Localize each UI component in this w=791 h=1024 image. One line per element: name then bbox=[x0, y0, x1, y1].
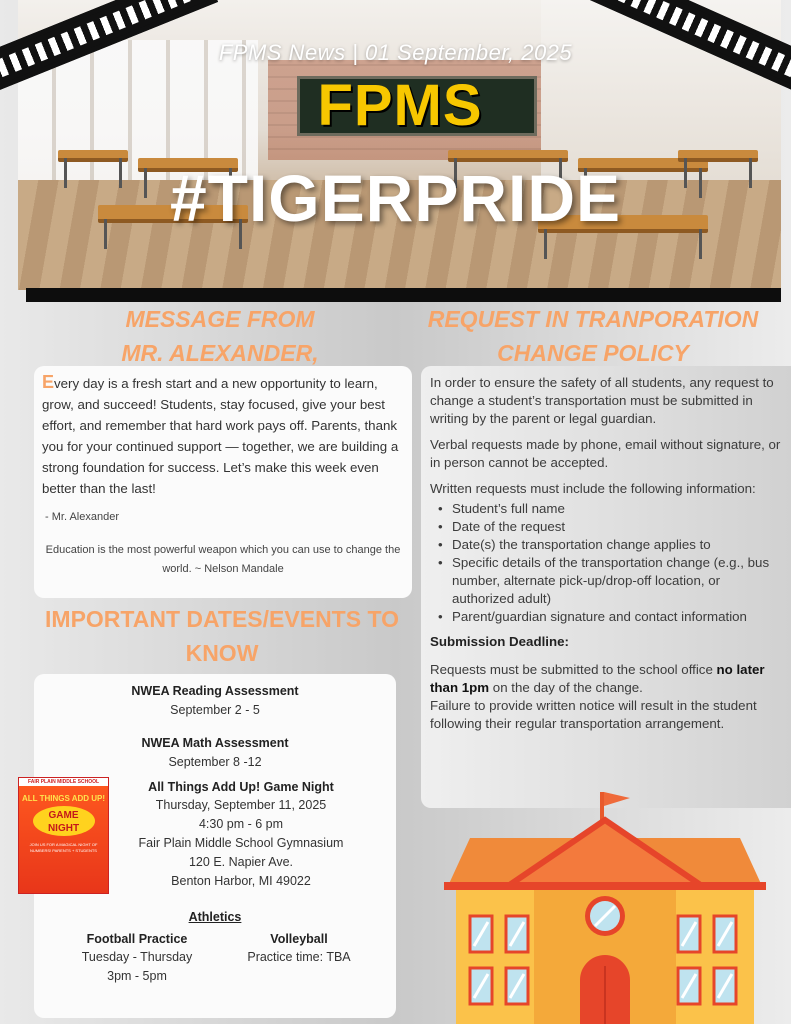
message-heading-line1: MESSAGE FROM bbox=[125, 306, 315, 332]
list-item: • Student’s full name bbox=[438, 500, 781, 518]
dates-heading-line1: IMPORTANT DATES/EVENTS TO bbox=[45, 606, 399, 632]
event-date: September 8 -12 bbox=[168, 755, 262, 769]
game-night-event bbox=[96, 778, 386, 891]
policy-paragraph: In order to ensure the safety of all students, any request to change a student’s transportation must be submitted in writing by the parent or legal guardian. bbox=[430, 375, 774, 426]
policy-requirements-list bbox=[438, 500, 781, 626]
policy-heading-line1: REQUEST IN TRANPORATION bbox=[427, 306, 759, 332]
message-heading-line2: MR. ALEXANDER, bbox=[121, 340, 319, 366]
game-night-flyer-image bbox=[18, 777, 109, 894]
principal-message-card bbox=[34, 366, 412, 598]
message-quote: Education is the most powerful weapon which you can use to change the world. ~ Nelson Mandale bbox=[45, 544, 401, 575]
deadline-emphasis: no later than 1pm bbox=[430, 662, 765, 695]
deadline-note: Failure to provide written notice will result in the student following their regular transportation arrangement. bbox=[430, 698, 757, 731]
hashtag-title: #TIGERPRIDE bbox=[169, 161, 622, 235]
deadline-text: on the day of the change. bbox=[489, 680, 643, 695]
flyer-headline: ALL THINGS ADD UP! bbox=[21, 794, 106, 803]
message-body bbox=[42, 372, 404, 499]
volleyball-practice bbox=[234, 930, 364, 967]
hero-divider bbox=[26, 288, 781, 302]
event-location: Fair Plain Middle School Gymnasium bbox=[138, 836, 344, 850]
flyer-game-night: GAME NIGHT bbox=[33, 806, 95, 836]
school-building-icon bbox=[440, 790, 770, 1024]
brand-title: FPMS bbox=[317, 73, 483, 138]
dates-heading-line2: KNOW bbox=[185, 640, 259, 666]
message-text: very day is a fresh start and a new opportunity to learn, grow, and succeed! Students, stay focused, give your best effort, and remember that hard work pays off. Parents, thank you for your continued support — together, we are building a strong foundation for success. Let’s make this week even better than the last! bbox=[42, 376, 399, 496]
flyer-school-name: FAIR PLAIN MIDDLE SCHOOL bbox=[19, 778, 108, 786]
event-time: 3pm - 5pm bbox=[107, 969, 167, 983]
drop-cap: E bbox=[42, 372, 55, 392]
deadline-title: Submission Deadline: bbox=[430, 634, 569, 649]
event-title: NWEA Reading Assessment bbox=[131, 684, 299, 698]
list-item: • Specific details of the transportation change (e.g., bus number, alternate pick-up/drop-off location, or authorized adult) bbox=[438, 554, 781, 608]
event-date: September 2 - 5 bbox=[170, 703, 260, 717]
flyer-small-text: JOIN US FOR A MAGICAL NIGHT OF NUMBERS! PARENTS + STUDENTS bbox=[29, 842, 98, 853]
dates-heading bbox=[22, 602, 422, 670]
event-title: Volleyball bbox=[270, 932, 328, 946]
deadline-paragraph bbox=[430, 661, 781, 697]
transportation-policy-card bbox=[421, 366, 791, 808]
policy-paragraph: Written requests must include the following information: bbox=[430, 481, 756, 496]
event-title: All Things Add Up! Game Night bbox=[148, 780, 334, 794]
football-practice bbox=[52, 930, 222, 986]
policy-paragraph: Verbal requests made by phone, email without signature, or in person cannot be accepted. bbox=[430, 437, 781, 470]
event-address: 120 E. Napier Ave. bbox=[188, 855, 293, 869]
newsletter-dateline: FPMS News | 01 September, 2025 bbox=[218, 40, 573, 65]
event-time: Practice time: TBA bbox=[247, 950, 351, 964]
event-city: Benton Harbor, MI 49022 bbox=[171, 874, 311, 888]
message-heading bbox=[90, 302, 350, 370]
event-date: Thursday, September 11, 2025 bbox=[155, 798, 327, 812]
list-item: • Date of the request bbox=[438, 518, 781, 536]
message-signature: - Mr. Alexander bbox=[45, 511, 119, 523]
list-item: • Date(s) the transportation change applies to bbox=[438, 536, 781, 554]
list-item: • Parent/guardian signature and contact information bbox=[438, 608, 781, 626]
deadline-text: Requests must be submitted to the school office bbox=[430, 662, 717, 677]
policy-heading-line2: CHANGE POLICY bbox=[497, 340, 689, 366]
event-days: Tuesday - Thursday bbox=[81, 950, 193, 964]
policy-heading bbox=[412, 302, 774, 370]
athletics-title: Athletics bbox=[188, 910, 242, 924]
event-title: NWEA Math Assessment bbox=[141, 736, 289, 750]
event-title: Football Practice bbox=[86, 932, 188, 946]
event-time: 4:30 pm - 6 pm bbox=[198, 817, 284, 831]
